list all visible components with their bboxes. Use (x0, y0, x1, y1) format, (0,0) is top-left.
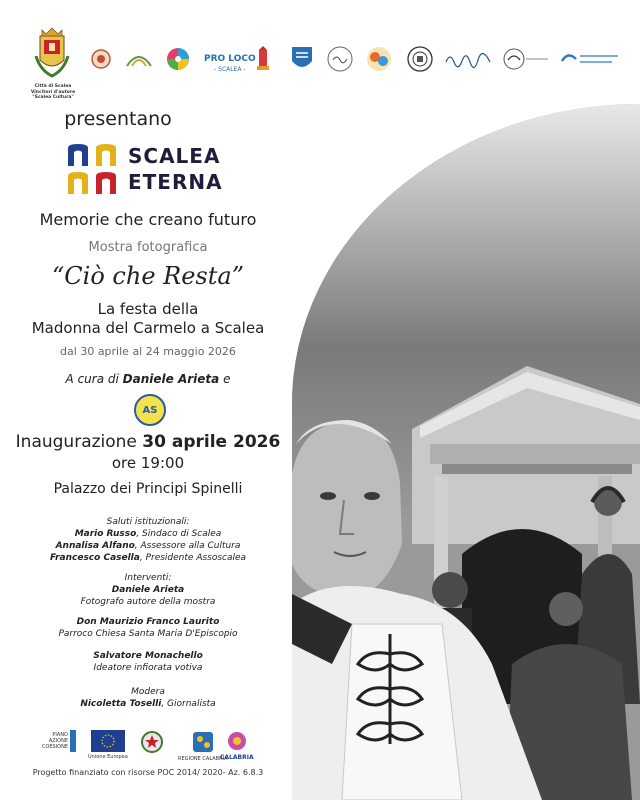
salvatore-name (0, 650, 296, 662)
sponsor-logo-6 (290, 42, 314, 76)
sponsor-logo-11 (502, 42, 550, 76)
calabria-crest-icon (190, 730, 216, 754)
crest-caption (18, 84, 88, 101)
calabria-brand-logo (220, 730, 254, 761)
sponsor-logo-7 (326, 42, 354, 76)
script-text-icon (444, 50, 492, 68)
curated-prefix: A cura di (65, 372, 119, 386)
assoscalea-badge (134, 394, 166, 426)
sponsor-logo-8 (364, 42, 394, 76)
calabria-label: CALABRIA (220, 754, 254, 761)
interventi-block (0, 572, 296, 608)
speaker-role: , Presidente Assoscalea (139, 553, 247, 563)
sponsor-logo-3 (164, 42, 192, 76)
opening-label: Inaugurazione (15, 432, 137, 452)
italian-emblem-icon (140, 730, 164, 756)
colorful-circle-icon (364, 45, 394, 73)
sponsor-logo-strip (0, 0, 640, 110)
eu-label: Unione Europea (88, 754, 128, 760)
curator-name: Daniele Arieta (122, 372, 220, 386)
brand-word-scalea: SCALEA (128, 144, 221, 168)
exhibition-desc-line1: La festa della (97, 300, 199, 318)
brand-arches-icon (66, 142, 122, 196)
bird-icon (502, 46, 550, 72)
speaker-name: Salvatore Monachello (93, 651, 203, 661)
speaker-name: Don Maurizio Franco Laurito (76, 617, 220, 627)
sponsor-logo-12 (560, 42, 620, 76)
priest-block (0, 616, 296, 640)
city-crest-icon (32, 26, 72, 84)
piano-azione-coesione-logo (40, 730, 76, 752)
saluti-row (0, 552, 296, 564)
salvatore-block (0, 650, 296, 674)
speaker-name: Francesco Casella (49, 553, 140, 563)
speaker-name: Mario Russo (74, 529, 137, 539)
brand-word-eterna: ETERNA (128, 170, 223, 194)
sponsor-proloco (204, 46, 256, 80)
opening-venue: Palazzo dei Principi Spinelli (53, 481, 243, 497)
blue-shield-icon (290, 45, 314, 73)
interventi-name (0, 584, 296, 596)
funding-note: Progetto finanziato con risorse POC 2014/ 2020- Az. 6.8.3 (32, 768, 264, 777)
priest-role: Parroco Chiesa Santa Maria D'Episcopio (58, 629, 238, 639)
sponsor-logo-1 (90, 42, 112, 76)
opening-time: ore 19:00 (111, 454, 185, 472)
presentano-heading: presentano (64, 108, 172, 130)
color-wheel-icon (164, 46, 192, 72)
flower-icon (226, 730, 248, 752)
opening-date: 30 aprile 2026 (142, 432, 281, 452)
exhibition-desc-line2: Madonna del Carmelo a Scalea (31, 319, 265, 337)
sponsor-logo-2 (124, 42, 154, 76)
curated-by (0, 372, 296, 386)
sponsor-logo-10 (444, 42, 492, 76)
modera-row (0, 698, 296, 710)
crest-caption-line: Città di Scalea (34, 84, 72, 89)
eu-flag-icon (91, 730, 125, 752)
opening-line (0, 432, 296, 452)
speaker-role: , Sindaco di Scalea (136, 529, 222, 539)
seal-icon (406, 45, 434, 73)
saluti-block (0, 516, 296, 564)
procession-photo (292, 104, 640, 800)
speaker-role: , Giornalista (161, 699, 216, 709)
exhibition-subtitle: Memorie che creano futuro (39, 210, 257, 229)
crest-caption-line: "Scalea Cultura" (32, 95, 74, 100)
photo-illustration (292, 104, 640, 800)
speaker-role: , Assessore alla Cultura (134, 541, 241, 551)
speaker-name: Nicoletta Toselli (80, 699, 162, 709)
modera-block (0, 686, 296, 710)
regione-label: REGIONE CALABRIA (178, 756, 228, 762)
funding-logos (40, 730, 270, 762)
exhibition-kind: Mostra fotografica (88, 240, 208, 255)
interventi-title: Interventi: (124, 573, 172, 583)
scalea-eterna-logo (66, 142, 236, 196)
round-badge-icon (90, 48, 112, 70)
exhibition-title: “Ciò che Resta” (52, 262, 244, 290)
arch-logo-icon (124, 48, 154, 70)
tower-icon (254, 46, 272, 72)
crest-caption-line: Vincitori d'autore (30, 89, 76, 95)
eu-logo (88, 730, 128, 760)
circle-script-icon (326, 45, 354, 73)
speaker-name: Daniele Arieta (111, 585, 185, 595)
saluti-title: Saluti istituzionali: (106, 517, 190, 527)
speaker-name: Annalisa Alfano (55, 541, 135, 551)
priest-name (0, 616, 296, 628)
saluti-row (0, 528, 296, 540)
salvatore-role: Ideatore infiorata votiva (93, 663, 203, 673)
proloco-label: PRO LOCO (204, 53, 256, 64)
curated-suffix: e (223, 372, 231, 386)
exhibition-dates: dal 30 aprile al 24 maggio 2026 (60, 345, 236, 358)
saluti-row (0, 540, 296, 552)
italy-emblem-logo (140, 730, 164, 756)
sponsor-logo-9 (406, 42, 434, 76)
badge-label: AS (142, 404, 158, 416)
sponsor-logo-5 (254, 42, 272, 76)
pac-bar-icon (70, 730, 76, 752)
interventi-role: Fotografo autore della mostra (80, 597, 216, 607)
modera-title: Modera (131, 687, 165, 697)
proloco-sub: - SCALEA - (214, 65, 246, 73)
pac-label: PIANO AZIONE COESIONE (41, 732, 68, 750)
wave-icon (560, 49, 620, 69)
